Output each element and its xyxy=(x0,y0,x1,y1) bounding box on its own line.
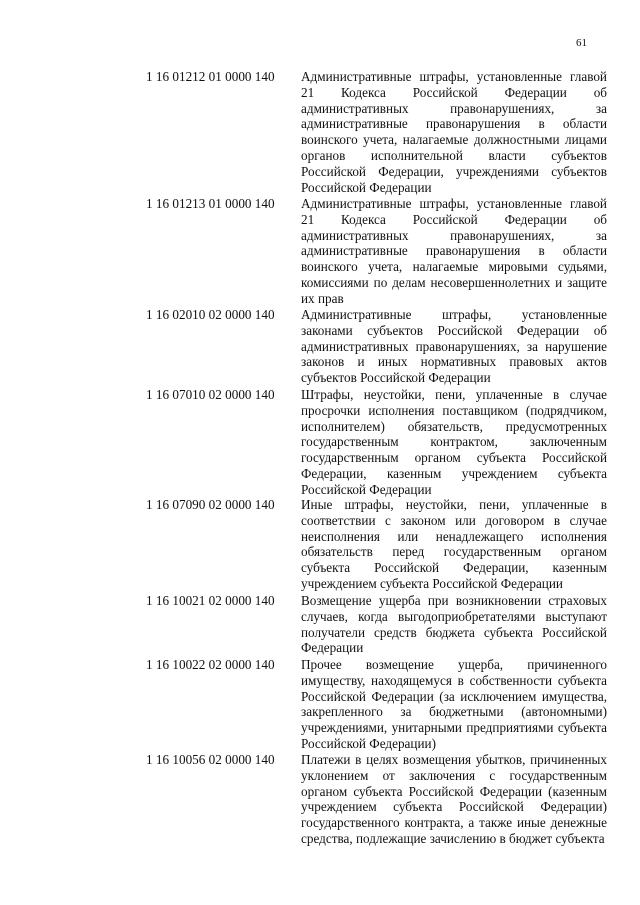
budget-code: 1 16 10022 02 0000 140 xyxy=(146,657,275,672)
code-description: Административные штрафы, установленные главой 21 Кодекса Российской Федерации об административных правонарушениях, за административные правонарушения в области воинского учета, налагаемые мировыми судьями, комиссиями по делам несовершеннолетних и защите их прав xyxy=(301,196,607,306)
code-description: Административные штрафы, установленные законами субъектов Российской Федерации об административных правонарушениях, за нарушение законов и иных нормативных правовых актов субъектов Российской Федерации xyxy=(301,307,607,386)
page-number: 61 xyxy=(576,37,587,49)
budget-code: 1 16 01213 01 0000 140 xyxy=(146,196,275,211)
code-description: Прочее возмещение ущерба, причиненного имуществу, находящемуся в собственности субъекта Российской Федерации (за исключением имущества, закрепленного за бюджетными (автономными) учреждениями, унитарными предприятиями субъекта Российской Федерации) xyxy=(301,657,607,751)
budget-code: 1 16 02010 02 0000 140 xyxy=(146,307,275,322)
budget-code: 1 16 01212 01 0000 140 xyxy=(146,69,275,84)
code-description: Иные штрафы, неустойки, пени, уплаченные в соответствии с законом или договором в случае неисполнения или ненадлежащего исполнения обязательств перед государственным органом субъекта Российской Федерации, казенным учреждением субъекта Российской Федерации xyxy=(301,497,607,591)
code-description: Платежи в целях возмещения убытков, причиненных уклонением от заключения с государственным органом субъекта Российской Федерации (казенным учреждением субъекта Российской Федерации) государственного контракта, а также иные денежные средства, подлежащие зачислению в бюджет субъекта xyxy=(301,752,607,846)
code-description: Штрафы, неустойки, пени, уплаченные в случае просрочки исполнения поставщиком (подрядчиком, исполнителем) обязательств, предусмотренных государственным контрактом, заключенным государственным органом субъекта Российской Федерации, казенным учреждением субъекта Российской Федерации xyxy=(301,387,607,497)
code-description: Административные штрафы, установленные главой 21 Кодекса Российской Федерации об административных правонарушениях, за административные правонарушения в области воинского учета, налагаемые должностными лицами органов исполнительной власти субъектов Российской Федерации, учреждениями субъектов Российской Федерации xyxy=(301,69,607,195)
code-description: Возмещение ущерба при возникновении страховых случаев, когда выгодоприобретателями выступают получатели средств бюджета субъекта Российской Федерации xyxy=(301,593,607,656)
budget-code: 1 16 10056 02 0000 140 xyxy=(146,752,275,767)
budget-code: 1 16 10021 02 0000 140 xyxy=(146,593,275,608)
budget-code: 1 16 07010 02 0000 140 xyxy=(146,387,275,402)
budget-code: 1 16 07090 02 0000 140 xyxy=(146,497,275,512)
